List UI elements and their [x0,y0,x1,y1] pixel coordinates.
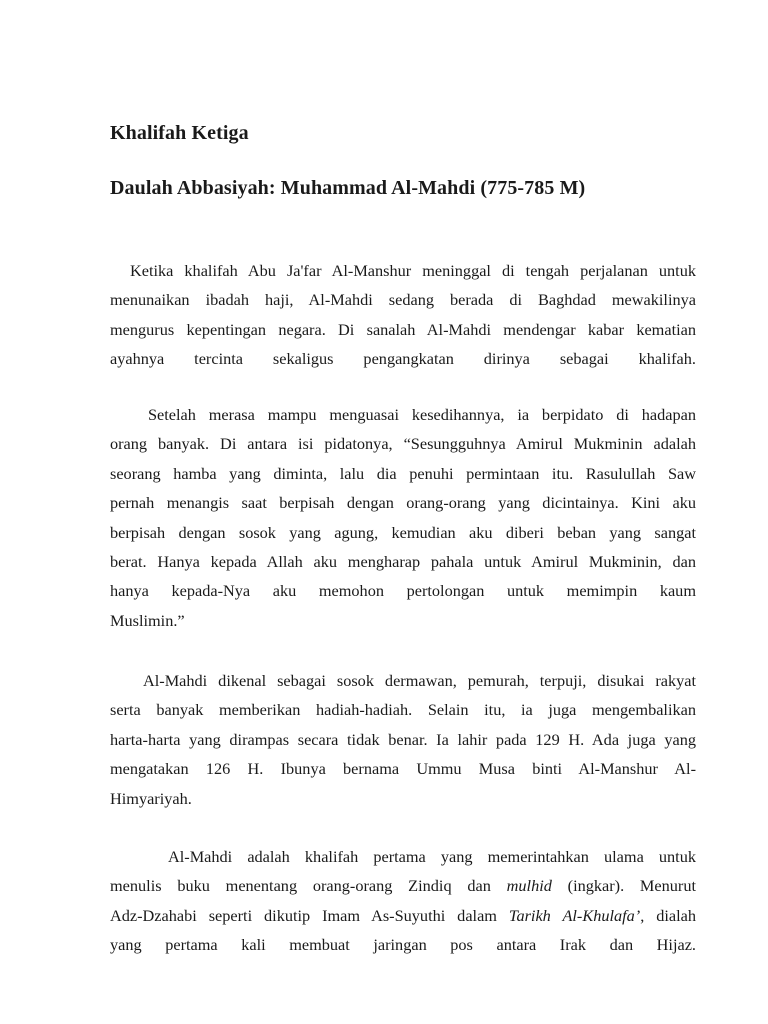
paragraph-line: menunaikan ibadah haji, Al-Mahdi sedang berada di Baghdad mewakilinya [110,290,696,310]
paragraph-2 [110,400,696,635]
paragraph-line: berpisah dengan sosok yang agung, kemudian aku diberi beban yang sangat [110,522,696,542]
paragraph-4 [110,842,696,960]
paragraph-line: ayahnya tercinta sekaligus pengangkatan dirinya sebagai khalifah. [110,349,696,369]
paragraph-line: mengurus kepentingan negara. Di sanalah Al-Mahdi mendengar kabar kematian [110,319,696,339]
paragraph-line: mengatakan 126 H. Ibunya bernama Ummu Musa binti Al-Manshur Al- [110,759,696,779]
text-run: , dialah [640,905,697,925]
italic-term: mulhid [506,876,552,896]
paragraph-line [110,901,696,930]
paragraph-line: seorang hamba yang diminta, lalu dia penuhi permintaan itu. Rasulullah Saw [110,463,696,483]
paragraph-line: harta-harta yang dirampas secara tidak benar. Ia lahir pada 129 H. Ada juga yang [110,729,696,749]
paragraph-line: Al-Mahdi adalah khalifah pertama yang memerintahkan ulama untuk [168,847,696,866]
paragraph-line: orang banyak. Di antara isi pidatonya, “Sesungguhnya Amirul Mukminin adalah [110,434,696,454]
paragraph-1 [110,256,696,374]
paragraph-line [110,871,696,900]
paragraph-line: hanya kepada-Nya aku memohon pertolongan untuk memimpin kaum [110,581,696,601]
text-run: menulis buku menentang orang-orang Zindiq dan [110,876,507,896]
paragraph-line: Al-Mahdi dikenal sebagai sosok dermawan, pemurah, terpuji, disukai rakyat [143,671,696,690]
paragraph-line: pernah menangis saat berpisah dengan orang-orang yang dicintainya. Kini aku [110,493,696,513]
paragraph-line: Muslimin.” [110,610,185,630]
text-run: (ingkar). Menurut [551,876,697,896]
paragraph-line: Himyariyah. [110,788,192,808]
italic-book-title: Tarikh Al-Khulafa’ [508,905,641,925]
paragraph-line: Ketika khalifah Abu Ja'far Al-Manshur meninggal di tengah perjalanan untuk [130,261,696,280]
paragraph-line: serta banyak memberikan hadiah-hadiah. Selain itu, ia juga mengembalikan [110,700,696,720]
paragraph-line: Setelah merasa mampu menguasai kesedihannya, ia berpidato di hadapan [148,405,696,424]
paragraph-3 [110,666,696,813]
text-run: Adz-Dzahabi seperti dikutip Imam As-Suyuthi dalam [110,905,509,925]
document-title: Khalifah Ketiga [110,122,249,144]
document-subtitle: Daulah Abbasiyah: Muhammad Al-Mahdi (775-785 M) [110,177,586,199]
paragraph-line: berat. Hanya kepada Allah aku mengharap pahala untuk Amirul Mukminin, dan [110,551,696,571]
paragraph-line: yang pertama kali membuat jaringan pos antara Irak dan Hijaz. [110,935,696,955]
